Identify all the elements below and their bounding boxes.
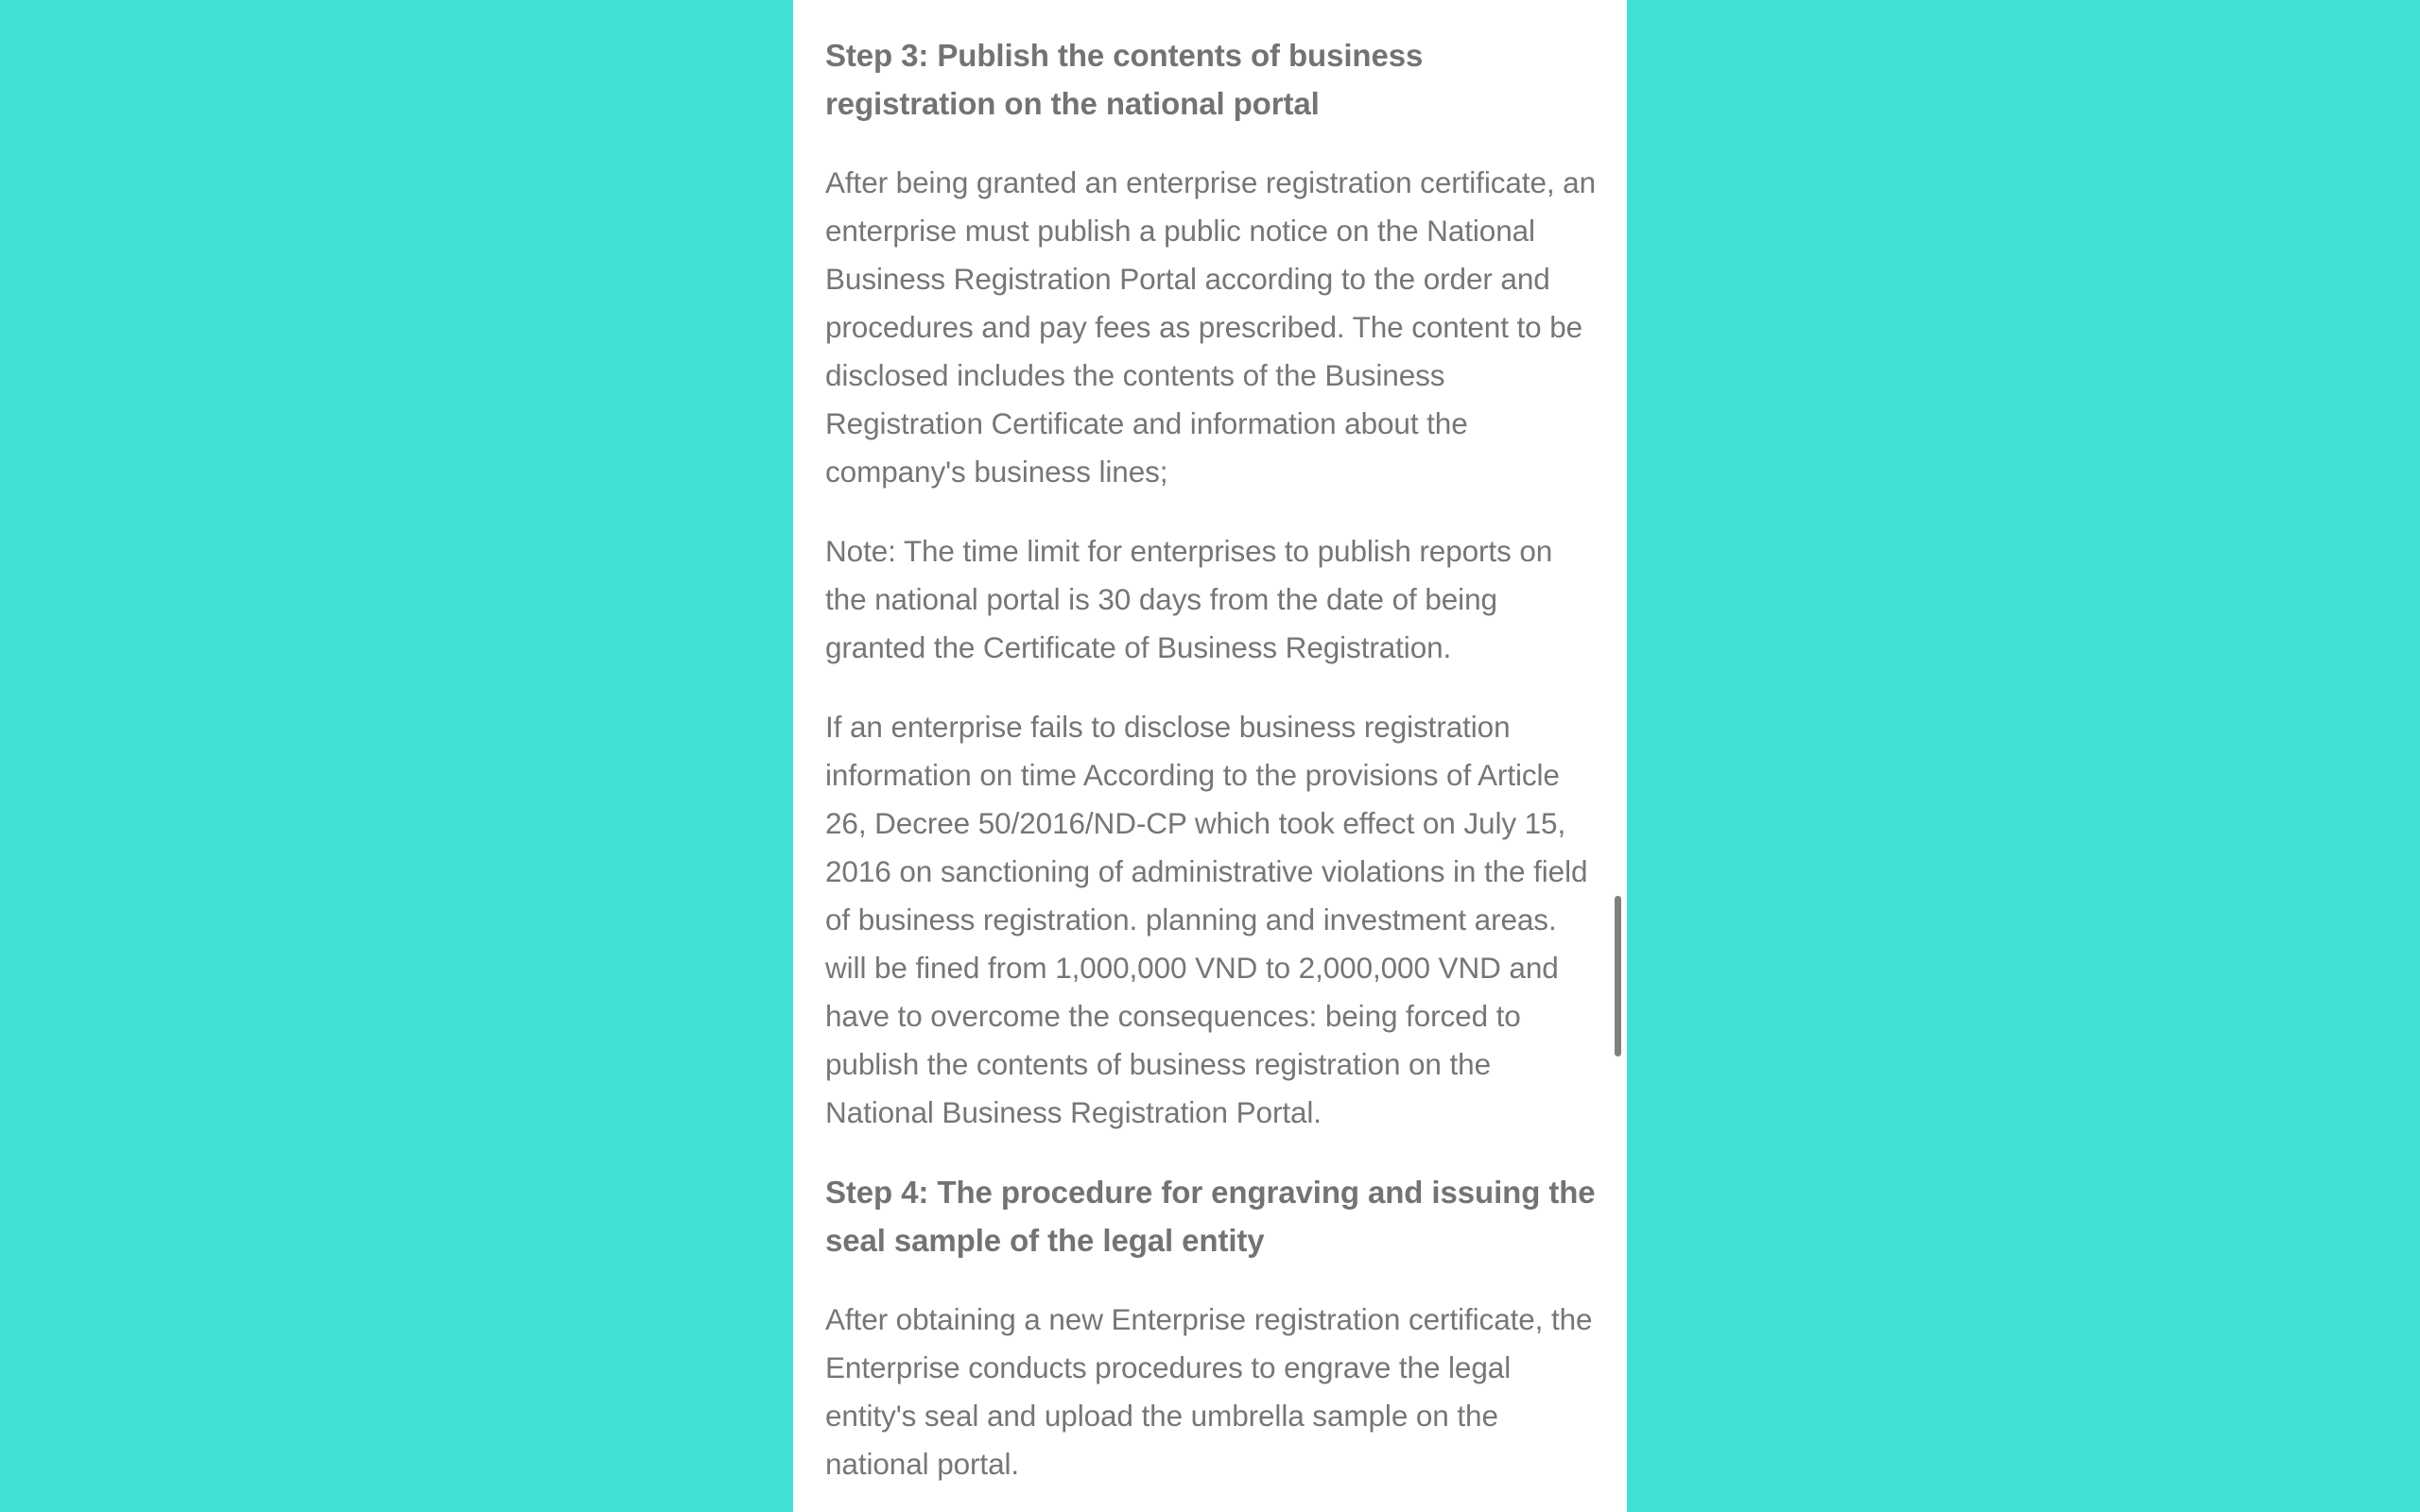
paragraph-publish-notice: After being granted an enterprise registration certificate, an enterprise must publish a public notice on the National Business Registration Portal according to the order and procedures and pay fees as prescribed. The content to be disclosed includes the contents of the Business Registration Certificate and information about the company's business lines; — [825, 165, 1597, 489]
section-heading-step-4: Step 4: The procedure for engraving and issuing the seal sample of the legal entity — [825, 1175, 1596, 1258]
article-page — [793, 0, 1627, 1512]
paragraph-time-limit-note: Note: The time limit for enterprises to publish reports on the national portal is 30 days from the date of being granted the Certificate of Business Registration. — [825, 534, 1553, 664]
article-content — [825, 31, 1599, 1512]
scrollbar-thumb[interactable] — [1615, 896, 1621, 1057]
section-heading-step-3: Step 3: Publish the contents of business registration on the national portal — [825, 38, 1424, 121]
paragraph-penalty: If an enterprise fails to disclose business registration information on time According to the provisions of Article 26, Decree 50/2016/ND-CP which took effect on July 15, 2016 on sanctioning of administrative violations in the field of business registration. planning and investment areas. will be fined from 1,000,000 VND to 2,000,000 VND and have to overcome the consequences: being forced to publish the contents of business registration on the National Business Registration Portal. — [825, 710, 1588, 1129]
paragraph-seal-procedure: After obtaining a new Enterprise registration certificate, the Enterprise conducts procedures to engrave the legal entity's seal and upload the umbrella sample on the national portal. — [825, 1302, 1593, 1481]
